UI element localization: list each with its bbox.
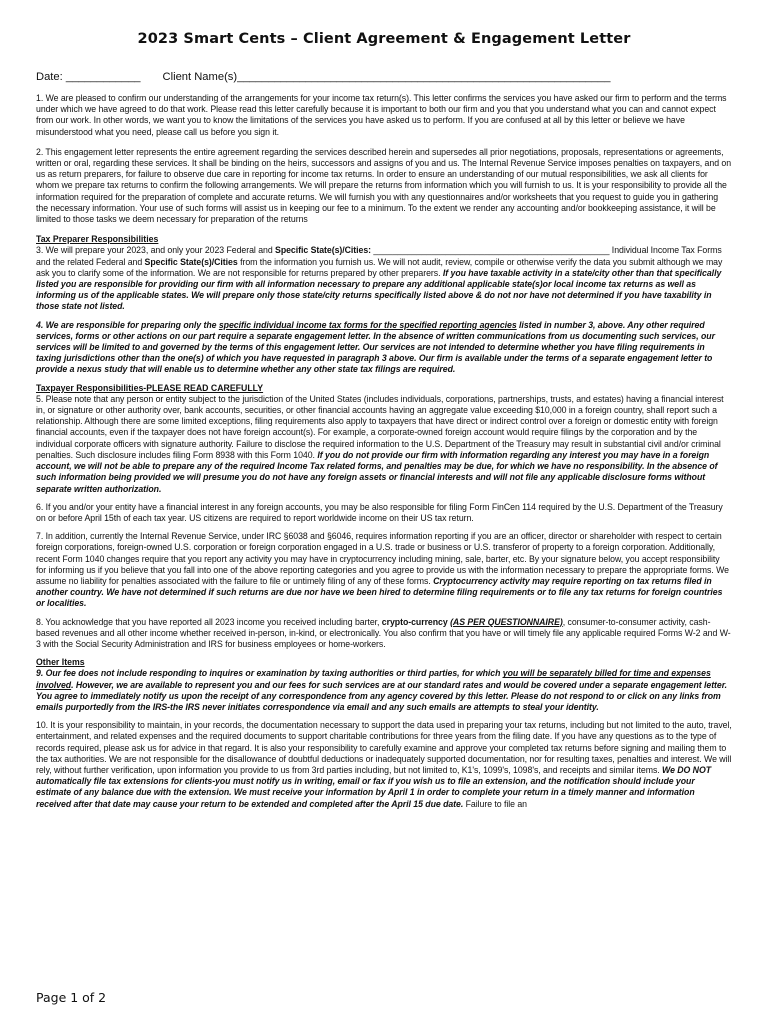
paragraph-4: 4. We are responsible for preparing only the specific individual income tax forms for the specified reporting agencies listed in number 3, above. Any other required services, forms or other actions on our part require a separate engagement letter. In the absence of written communications from us documenting such services, our services will be limited to and governed by the terms of this engagement letter. Our services are not intended to determine whether you have filing requirements in taxing jurisdictions other than the one(s) of which you have requested in paragraph 3 above. Our firm is available under the terms of a separate engagement letter to provide a nexus study that will enable us to determine whether any other state tax filings are required. (36, 319, 715, 375)
paragraph-1: 1. We are pleased to confirm our understanding of the arrangements for your income tax return(s). This letter confirms the services you have asked our firm to perform and the terms under which we have agreed to do that work. Please read this letter carefully because it is important to both our firm and you that you understand what you can and cannot expect from our work. In other words, we want you to know the limitations of the services you have asked us to perform. If you are confused at all by this letter or believe we have misunderstood what you need, please call us before you sign it. (36, 93, 727, 137)
section-heading-taxpayer: Taxpayer Responsibilities-PLEASE READ CAREFULLY (36, 382, 264, 393)
section-heading-other-items: Other Items (36, 657, 85, 668)
client-name-field[interactable]: Client Name(s)____________________________________________________________ (162, 71, 611, 83)
paragraph-7: 7. In addition, currently the Internal Revenue Service, under IRC §6038 and §6046, requires information reporting if you are an officer, director or shareholder with respect to certain foreign corporations, foreign-owned U.S. corporation or foreign corporation engaged in a U.S. trade or business or U.S. transferor of property to a foreign corporation. Additionally, recent Form 1040 changes require that you report any activity you may have in cryptocurrency including mining, sale, barter, etc. By your signature below, you accept responsibility for informing us if you believe that you fall into one of the above reporting categories and you agree to provide us with the information necessary to prepare the appropriate forms. We assume no liability for penalties associated with the failure to file or untimely filing of any of these forms. Cryptocurrency activity may require reporting on tax returns filed in another country. We have not determined if such returns are due nor have we been hired to determine filing requirements or to file any tax returns for foreign countries or localities. (36, 531, 729, 609)
section-tax-preparer (36, 234, 732, 375)
header-fields (36, 71, 732, 83)
paragraph-9: 9. Our fee does not include responding to inquires or examination by taxing authorities or third parties, for which you will be separately billed for time and expenses involved. However, we are available to represent you and our fees for such services are at our standard rates and would be covered under a separate engagement letter. You agree to immediately notify us upon the receipt of any correspondence from any agency covered by this letter. Please do not respond to or click on any links from emails purportedly from the IRS-the IRS never initiates correspondence via email and any such emails are attempts to steal your identity. (36, 668, 727, 712)
paragraph-5: 5. Please note that any person or entity subject to the jurisdiction of the United States (includes individuals, corporations, partnerships, trusts, and estates) having a financial interest in, or signature or other authority over, bank accounts, securities, or other financial accounts having an aggregate value exceeding $10,000 in a foreign country, shall report such a relationship. Although there are some limited exceptions, filing requirements also apply to taxpayers that have direct or indirect control over a foreign or domestic entity with foreign financial accounts, even if the taxpayer does not have foreign account(s). For example, a corporate-owned foreign account would require filings by the corporation and by the individual corporate officers with signature authority. Failure to disclose the required information to the U.S. Department of the Treasury may result in substantial civil and/or criminal penalties. Such disclosure includes filing Form 8938 with this Form 1040. If you do not provide our firm with information regarding any interest you may have in a foreign account, we will not be able to prepare any of the required Income Tax related forms, and penalties may be due, for which we have no responsibility. In the absence of such information being provided we will presume you do not have any foreign assets or financial interests and will not file any applicable disclosure forms without separate written authorization. (36, 393, 724, 494)
page-number: Page 1 of 2 (36, 990, 107, 1005)
paragraph-2: 2. This engagement letter represents the entire agreement regarding the services described herein and supersedes all prior negotiations, proposals, representations or agreements, written or oral, regarding these services. It shall be binding on the heirs, successors and assigns of you and us. The Internal Revenue Service imposes penalties on taxpayers, and on us as return preparers, for failure to observe due care in reporting for income tax returns. In order to ensure an understanding of our mutual responsibilities, we ask all clients for whom we prepare tax returns to confirm the following arrangements. We will prepare the returns from information which you will furnish to us. It is your responsibility to provide all the information required for the preparation of complete and accurate returns. We will furnish you with any questionnaires and/or worksheets that you request to guide you in gathering the necessary information. Your use of such forms will assist us in keeping our fee to a minimum. To the extent we render any accounting and/or bookkeeping assistance, it will be limited to those tasks we deem necessary for preparation of the returns (36, 146, 732, 225)
paragraph-8: 8. You acknowledge that you have reported all 2023 income you received including barter, crypto-currency (AS PER QUESTIONNAIRE), consumer-to-consumer activity, cash-based revenues and all other income whether received in-person, in-kind, or electronically. You also confirm that you have or will timely file any applicable required Forms W-2 and W-3 with the Social Security Administration and IRS for business employees or home-workers. (36, 616, 731, 649)
section-other-items (36, 657, 732, 810)
paragraph-3: 3. We will prepare your 2023, and only your 2023 Federal and Specific State(s)/Cities: _________________________________________________ Individual Income Tax Forms and the related Federal and Specific State(s)/Cities from the information you furnish us. We will not audit, review, compile or otherwise verify the data you submit although we may ask you to clarify some of the information. We are not responsible for returns prepared by other preparers. If you have taxable activity in a state/city other than that specifically listed you are responsible for providing our firm with all information necessary to prepare any additional applicable state(s)or local income tax returns as well as informing us of the applicable states. We will prepare only those state/city returns specifically listed above & do not nor have not determined if you have taxability in those state not listed. (36, 245, 723, 312)
date-field[interactable]: Date: ____________ (36, 71, 141, 83)
paragraph-6: 6. If you and/or your entity have a financial interest in any foreign accounts, you may be also responsible for filing Form FinCen 114 required by the U.S. Department of the Treasury on or before April 15th of each tax year. US citizens are required to report worldwide income on their US tax return. (36, 501, 723, 523)
paragraph-10: 10. It is your responsibility to maintain, in your records, the documentation necessary to support the data used in preparing your tax returns, including but not limited to the auto, travel, entertainment, and related expenses and the required documents to support charitable contributions for three years from the filing date. If you have any questions as to the type of records required, please ask us for advice in that regard. It is also your responsibility to carefully examine and approve your completed tax returns before signing and mailing them to the tax authorities. We are not responsible for the disallowance of doubtful deductions or inadequately supported documentation, nor for resulting taxes, penalties and interest. We will rely, without further verification, upon information you provide to us from 3rd parties including, but not limited to, K1's, 1099's, 1098's, and receipts and similar items. We DO NOT automatically file tax extensions for clients-you must notify us in writing, email or fax if you wish us to file an extension, and the notification should include your estimate of any balance due with the extension. We must receive your information by April 1 in order to complete your return in a timely manner and information received after that date may cause your return to be extended and completed after the April 15 due date. Failure to file an (36, 720, 732, 809)
document-title: 2023 Smart Cents – Client Agreement & Engagement Letter (137, 31, 631, 47)
section-heading-tax-preparer: Tax Preparer Responsibilities (36, 234, 159, 245)
section-taxpayer (36, 383, 732, 650)
